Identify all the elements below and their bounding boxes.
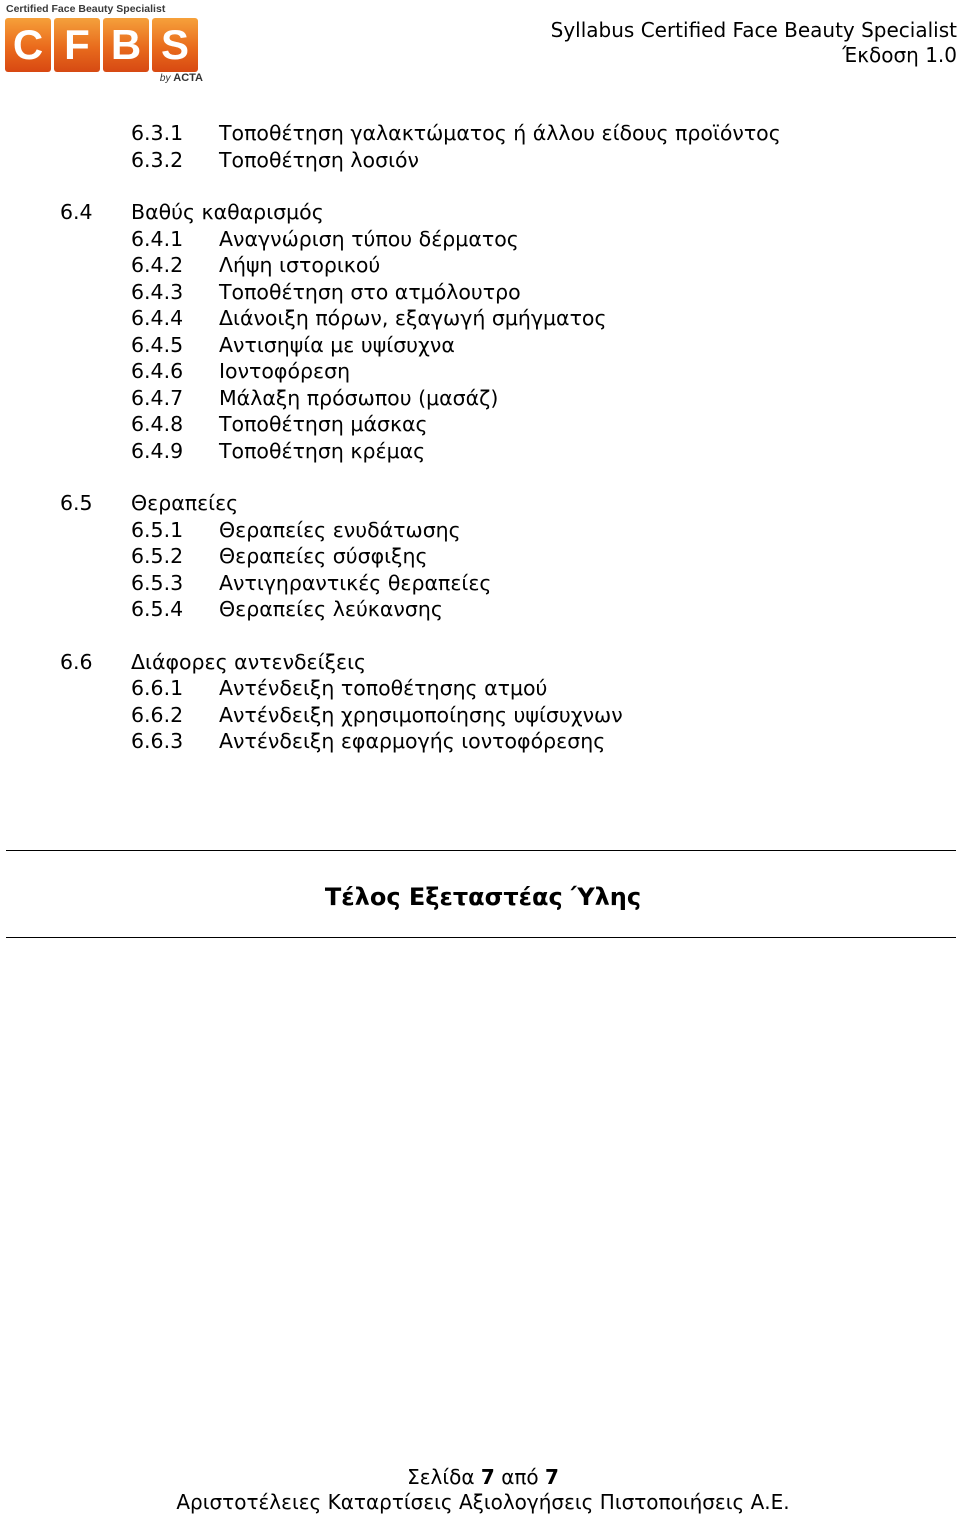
item-text: Αναγνώριση τύπου δέρματος <box>219 226 519 251</box>
item-text: Αντένδειξη τοποθέτησης ατμού <box>219 676 548 700</box>
item-number: 6.4.8 <box>131 412 184 436</box>
header-version: Έκδοση 1.0 <box>842 43 957 67</box>
outline-item <box>0 120 960 147</box>
page-current: 7 <box>480 1465 495 1489</box>
item-text: Αντιγηραντικές θεραπείες <box>219 570 492 595</box>
item-number: 6.4.1 <box>131 226 184 251</box>
logo-letter-b: B <box>103 18 149 72</box>
item-text: Αντισηψία με υψίσυχνα <box>219 332 455 357</box>
item-text: Λήψη ιστορικού <box>219 253 381 277</box>
item-text: Τοποθέτηση στο ατμόλουτρο <box>219 279 521 304</box>
logo-by-prefix: by <box>159 73 171 84</box>
logo-letter-s: S <box>152 18 198 72</box>
outline-item <box>0 226 960 253</box>
header-info <box>551 18 957 68</box>
item-number: 6.6.1 <box>131 676 184 700</box>
item-number: 6.4.7 <box>131 385 184 410</box>
logo-by-acta <box>160 72 203 84</box>
item-text: Τοποθέτηση λοσιόν <box>219 147 420 172</box>
item-text: Αντένδειξη εφαρμογής ιοντοφόρεσης <box>219 729 606 753</box>
page-label: Σελίδα <box>407 1465 475 1489</box>
item-text: Τοποθέτηση γαλακτώματος ή άλλου είδους προϊόντος <box>219 121 781 145</box>
logo-letter-f: F <box>54 18 100 72</box>
item-number: 6.4.4 <box>131 306 184 330</box>
company-name: Αριστοτέλειες Καταρτίσεις Αξιολογήσεις Πιστοποιήσεις Α.Ε. <box>176 1490 790 1514</box>
item-number: 6.5.3 <box>131 570 184 595</box>
cfbs-logo <box>5 3 207 85</box>
outline-item <box>0 728 960 755</box>
logo-caption: Certified Face Beauty Specialist <box>6 3 166 15</box>
logo-by-brand: ACTA <box>173 72 203 84</box>
section-heading-6-5 <box>0 490 960 517</box>
section-number: 6.5 <box>60 491 93 515</box>
item-text: Ιοντοφόρεση <box>219 359 351 383</box>
end-of-syllabus-title: Τέλος Εξεταστέας Ύλης <box>324 883 642 911</box>
section-heading-6-4 <box>0 199 960 226</box>
section-number: 6.6 <box>60 649 93 674</box>
item-number: 6.4.9 <box>131 438 184 463</box>
outline-item <box>0 675 960 702</box>
outline-item <box>0 279 960 306</box>
outline-item <box>0 358 960 385</box>
item-text: Τοποθέτηση μάσκας <box>219 412 428 436</box>
item-number: 6.4.5 <box>131 332 184 357</box>
item-number: 6.4.3 <box>131 279 184 304</box>
outline-item <box>0 411 960 438</box>
top-divider <box>6 850 956 851</box>
header-title: Syllabus Certified Face Beauty Specialist <box>550 18 957 42</box>
outline-item <box>0 702 960 729</box>
outline-item <box>0 570 960 597</box>
outline-item <box>0 252 960 279</box>
item-number: 6.5.1 <box>131 517 184 542</box>
item-number: 6.6.2 <box>131 702 184 727</box>
item-number: 6.4.2 <box>131 253 184 277</box>
item-number: 6.3.2 <box>131 147 184 172</box>
item-number: 6.4.6 <box>131 359 184 383</box>
item-text: Αντένδειξη χρησιμοποίησης υψίσυχνων <box>219 702 623 727</box>
item-number: 6.6.3 <box>131 729 184 753</box>
section-heading-6-6 <box>0 649 960 676</box>
item-number: 6.5.4 <box>131 597 184 621</box>
item-number: 6.5.2 <box>131 544 184 568</box>
outline-item <box>0 332 960 359</box>
item-text: Θεραπείες σύσφιξης <box>219 544 428 568</box>
outline-item <box>0 596 960 623</box>
item-text: Θεραπείες ενυδάτωσης <box>219 517 461 542</box>
item-text: Διάνοιξη πόρων, εξαγωγή σμήγματος <box>219 306 607 330</box>
item-text: Τοποθέτηση κρέμας <box>219 438 426 463</box>
item-text: Μάλαξη πρόσωπου (μασάζ) <box>219 385 499 410</box>
section-title: Βαθύς καθαρισμός <box>131 200 324 224</box>
outline-item <box>0 147 960 174</box>
item-number: 6.3.1 <box>131 121 184 145</box>
section-title: Θεραπείες <box>131 491 239 515</box>
page-number <box>0 1465 960 1489</box>
section-title: Διάφορες αντενδείξεις <box>131 649 367 674</box>
outline-item <box>0 305 960 332</box>
page-of: από <box>501 1465 539 1489</box>
outline-item <box>0 517 960 544</box>
outline-item <box>0 385 960 412</box>
section-number: 6.4 <box>60 200 93 224</box>
syllabus-outline <box>0 120 960 755</box>
page-total: 7 <box>545 1465 559 1489</box>
logo-letter-c: C <box>5 18 51 72</box>
bottom-divider <box>6 937 956 938</box>
item-text: Θεραπείες λεύκανσης <box>219 597 443 621</box>
outline-item <box>0 438 960 465</box>
outline-item <box>0 543 960 570</box>
